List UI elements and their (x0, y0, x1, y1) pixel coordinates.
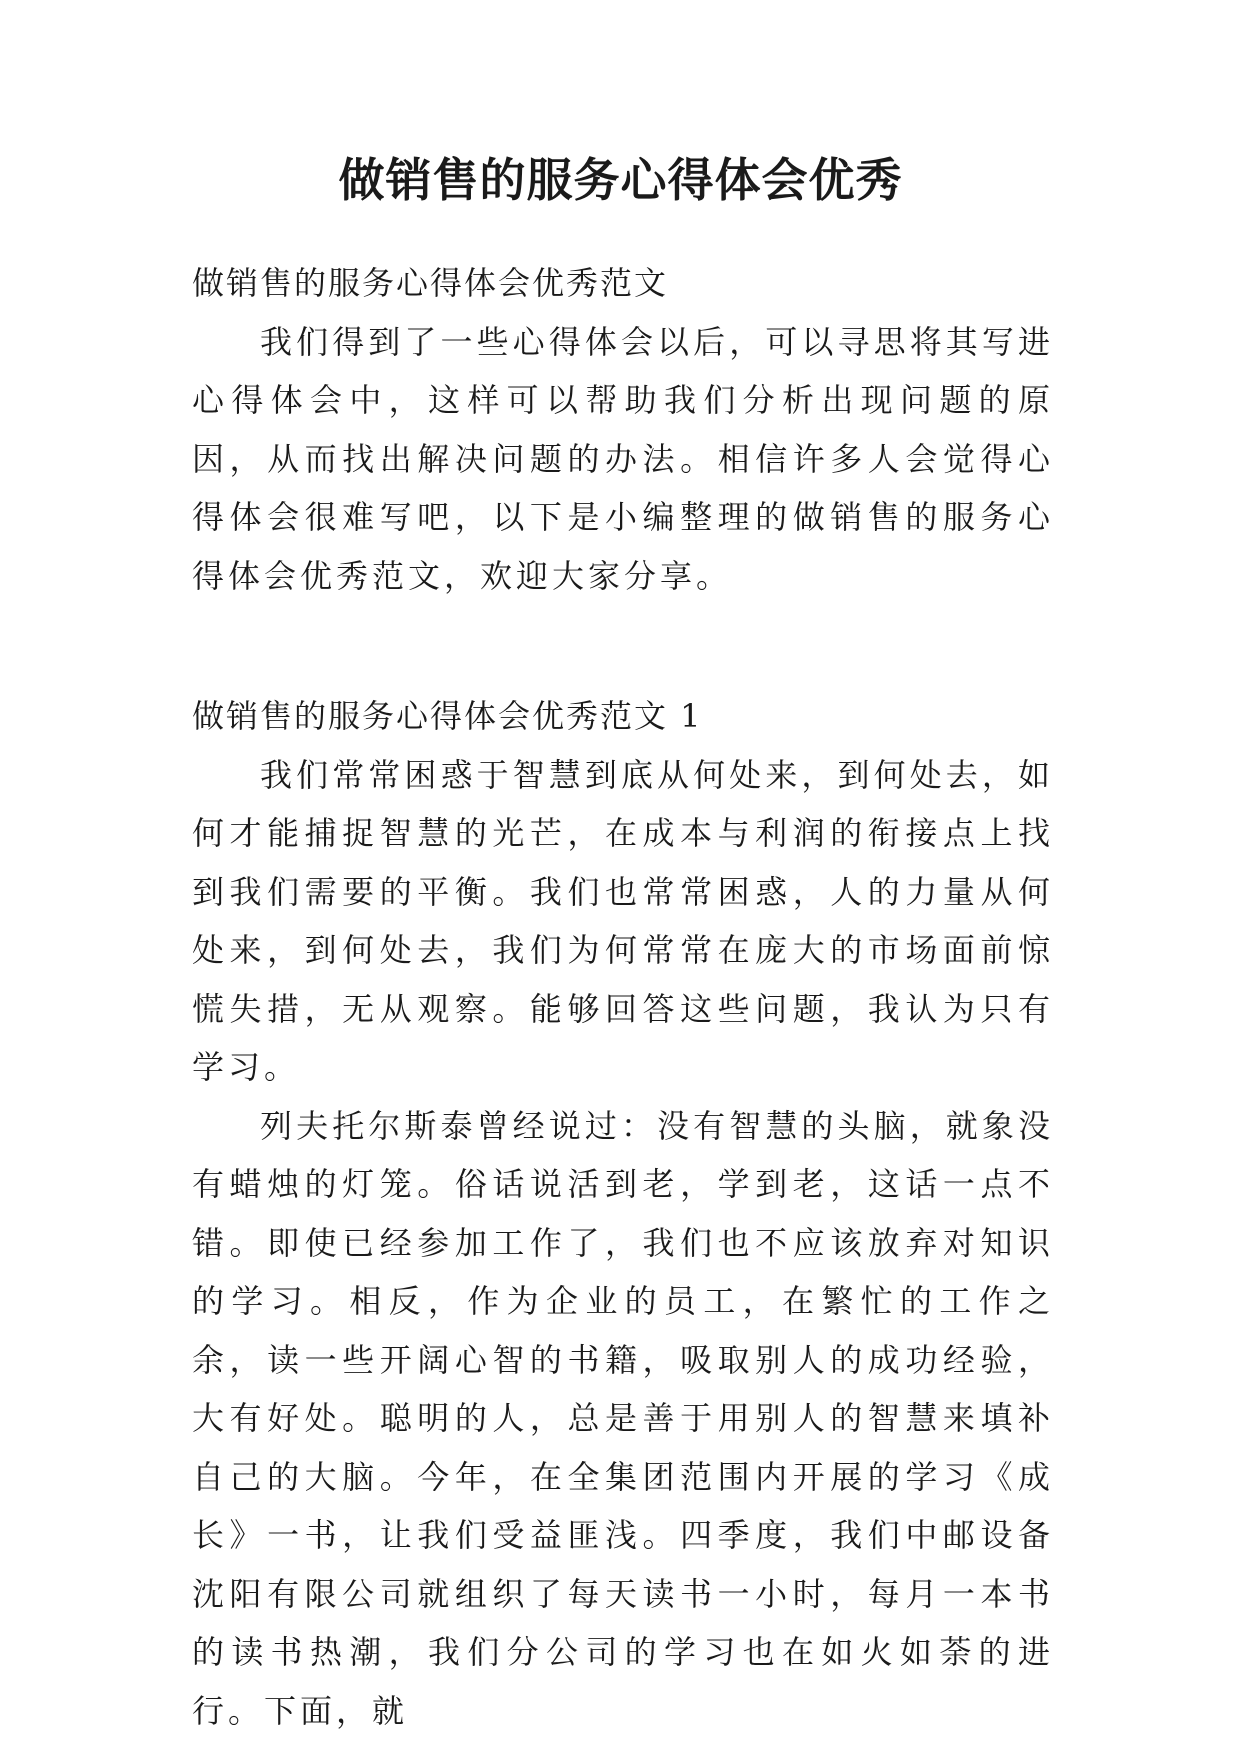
essay-one-section (192, 687, 1054, 1740)
section-heading: 做销售的服务心得体会优秀范文 (192, 264, 669, 302)
intro-section (192, 254, 1054, 605)
document-title: 做销售的服务心得体会优秀 (338, 153, 903, 207)
body-paragraph: 列夫托尔斯泰曾经说过：没有智慧的头脑，就象没有蜡烛的灯笼。俗话说活到老，学到老，这话一点不错。即使已经参加工作了，我们也不应该放弃对知识的学习。相反，作为企业的员工，在繁忙的工作之余，读一些开阔心智的书籍，吸取别人的成功经验，大有好处。聪明的人，总是善于用别人的智慧来填补自己的大脑。今年，在全集团范围内开展的学习《成长》一书，让我们受益匪浅。四季度，我们中邮设备沈阳有限公司就组织了每天读书一小时，每月一本书的读书热潮，我们分公司的学习也在如火如荼的进行。下面，就 (192, 1106, 1054, 1730)
section-heading: 做销售的服务心得体会优秀范文 1 (192, 697, 703, 735)
body-paragraph: 我们常常困惑于智慧到底从何处来，到何处去，如何才能捕捉智慧的光芒，在成本与利润的衔接点上找到我们需要的平衡。我们也常常困惑，人的力量从何处来，到何处去，我们为何常常在庞大的市场面前惊慌失措，无从观察。能够回答这些问题，我认为只有学习。 (192, 755, 1054, 1086)
intro-paragraph: 我们得到了一些心得体会以后，可以寻思将其写进心得体会中，这样可以帮助我们分析出现问题的原因，从而找出解决问题的办法。相信许多人会觉得心得体会很难写吧，以下是小编整理的做销售的服务心得体会优秀范文，欢迎大家分享。 (192, 322, 1054, 595)
